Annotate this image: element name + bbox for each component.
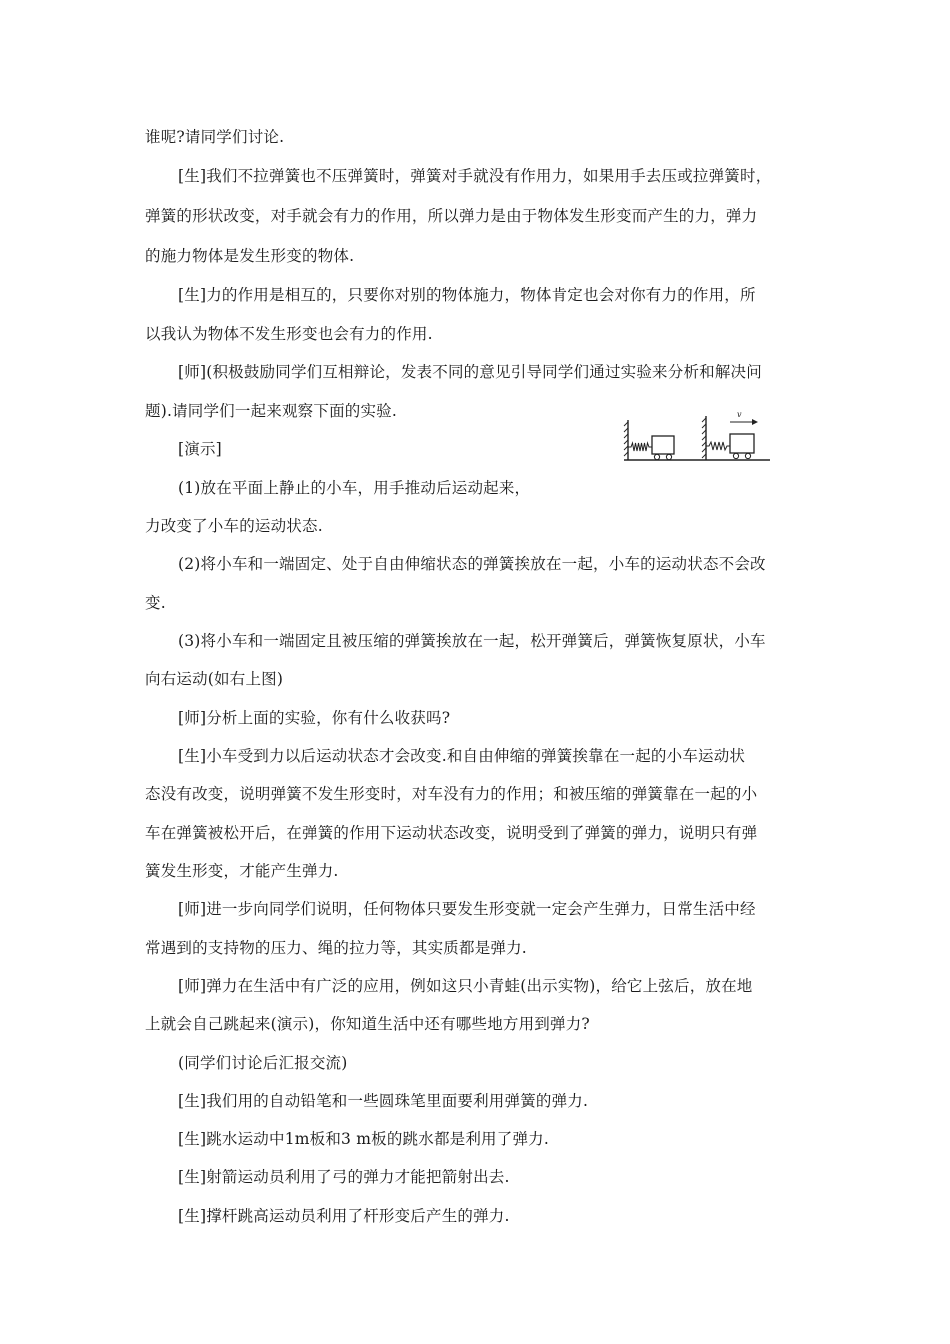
text-line: [生]我们不拉弹簧也不压弹簧时，弹簧对手就没有作用力，如果用手去压或拉弹簧时，: [178, 167, 772, 185]
velocity-arrow-head: [752, 419, 758, 425]
text-line: 态没有改变，说明弹簧不发生形变时，对车没有力的作用；和被压缩的弹簧靠在一起的小: [145, 785, 758, 803]
text-line: 簧发生形变，才能产生弹力.: [145, 862, 339, 880]
text-line: (同学们讨论后汇报交流): [178, 1054, 348, 1072]
cart-left-wheel: [666, 454, 671, 459]
text-line: [师]进一步向同学们说明，任何物体只要发生形变就一定会产生弹力，日常生活中经: [178, 900, 756, 918]
text-line: 题).请同学们一起来观察下面的实验.: [145, 402, 398, 420]
compressed-spring: [628, 443, 652, 451]
spring-cart-diagram: [620, 402, 776, 468]
text-line: [生]力的作用是相互的，只要你对别的物体施力，物体肯定也会对你有力的作用，所: [178, 286, 756, 304]
velocity-label: v: [737, 410, 742, 419]
text-line: 以我认为物体不发生形变也会有力的作用.: [145, 325, 433, 343]
text-line: (2)将小车和一端固定、处于自由伸缩状态的弹簧挨放在一起，小车的运动状态不会改: [178, 555, 766, 573]
text-line: (3)将小车和一端固定且被压缩的弹簧挨放在一起，松开弹簧后，弹簧恢复原状，小车: [178, 632, 766, 650]
text-line: 弹簧的形状改变，对手就会有力的作用，所以弹力是由于物体发生形变而产生的力，弹力: [145, 207, 758, 225]
text-line: [师](积极鼓励同学们互相辩论，发表不同的意见引导同学们通过实验来分析和解决问: [178, 363, 762, 381]
text-line: 向右运动(如右上图): [145, 670, 284, 688]
cart-right-wheel: [733, 453, 738, 458]
text-line: 力改变了小车的运动状态.: [145, 517, 323, 535]
text-line: 车在弹簧被松开后，在弹簧的作用下运动状态改变，说明受到了弹簧的弹力，说明只有弹: [145, 824, 758, 842]
text-line: 的施力物体是发生形变的物体.: [145, 247, 355, 265]
text-line: [演示]: [178, 440, 222, 458]
text-line: 常遇到的支持物的压力、绳的拉力等，其实质都是弹力.: [145, 939, 527, 957]
text-line: [师]分析上面的实验，你有什么收获吗?: [178, 709, 451, 727]
text-line: [师]弹力在生活中有广泛的应用，例如这只小青蛙(出示实物)，给它上弦后，放在地: [178, 977, 753, 995]
text-line: [生]我们用的自动铅笔和一些圆珠笔里面要利用弹簧的弹力.: [178, 1092, 589, 1110]
cart-left: [652, 436, 674, 454]
text-line: 谁呢?请同学们讨论.: [145, 128, 285, 146]
text-line: [生]跳水运动中1m板和3 m板的跳水都是利用了弹力.: [178, 1130, 549, 1148]
text-line: [生]撑杆跳高运动员利用了杆形变后产生的弹力.: [178, 1207, 510, 1225]
cart-left-wheel: [654, 454, 659, 459]
text-line: 上就会自己跳起来(演示)，你知道生活中还有哪些地方用到弹力?: [145, 1015, 590, 1033]
text-line: [生]小车受到力以后运动状态才会改变.和自由伸缩的弹簧挨靠在一起的小车运动状: [178, 747, 746, 765]
cart-right: [730, 434, 754, 453]
text-line: [生]射箭运动员利用了弓的弹力才能把箭射出去.: [178, 1168, 510, 1186]
text-line: (1)放在平面上静止的小车，用手推动后运动起来，: [178, 479, 531, 497]
cart-right-wheel: [745, 453, 750, 458]
relaxed-spring: [706, 442, 730, 450]
text-line: 变.: [145, 594, 166, 612]
